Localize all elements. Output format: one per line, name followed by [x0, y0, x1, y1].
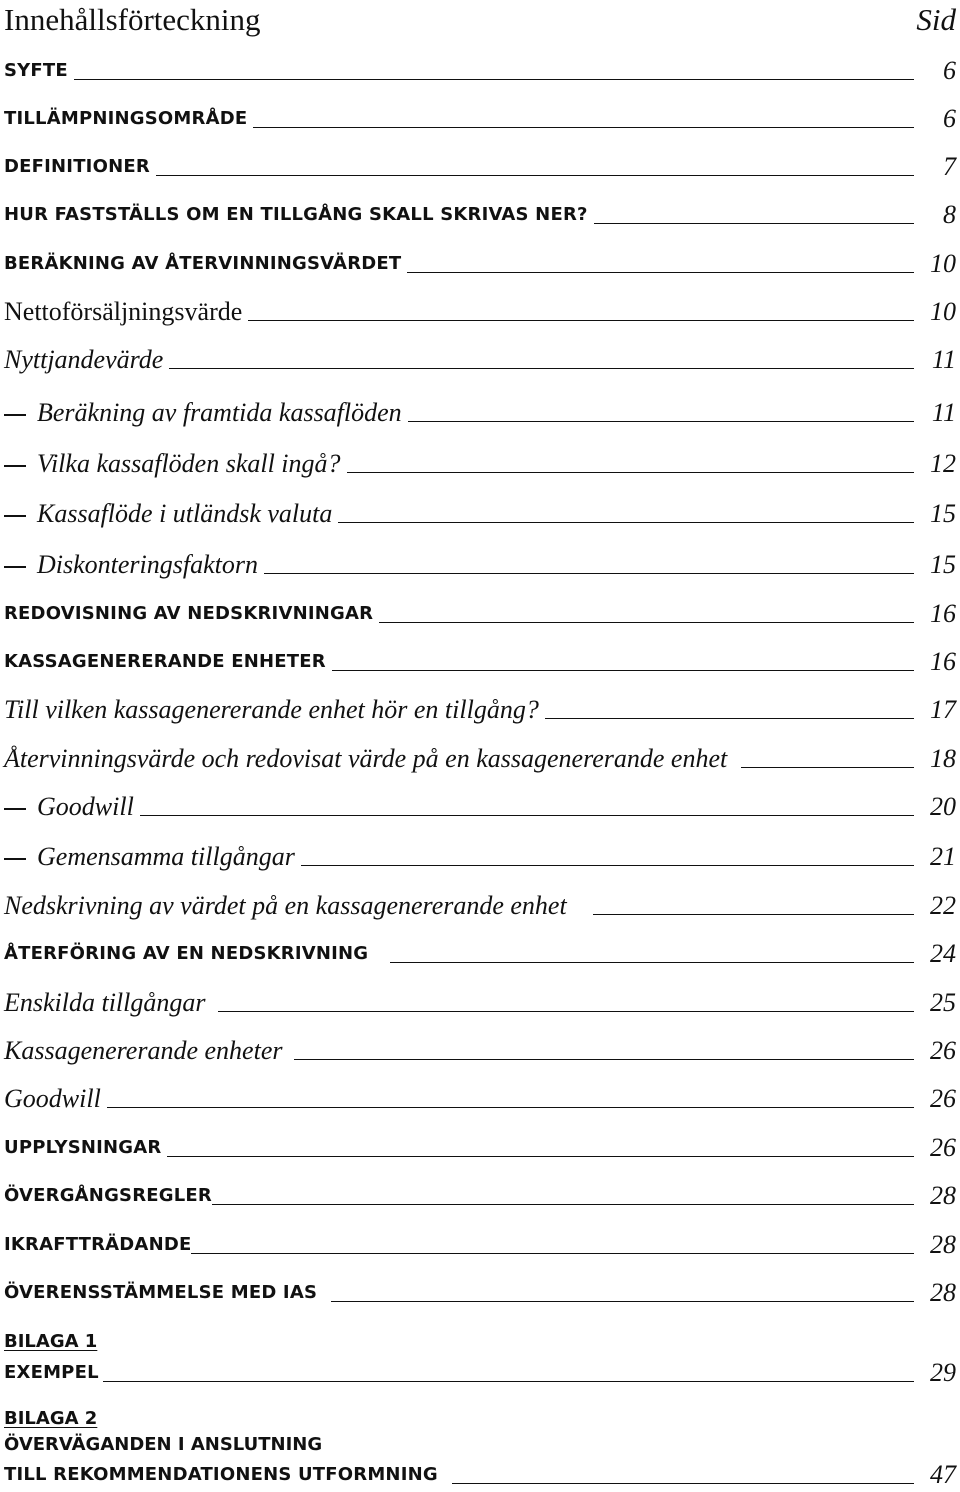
dash-bullet-icon: [4, 566, 26, 568]
leader-line: [191, 1253, 914, 1254]
leader-line: [741, 767, 914, 768]
toc-entry-label: Goodwill: [4, 1084, 101, 1113]
toc-entry-diskonteringsfaktorn[interactable]: [4, 548, 956, 582]
toc-entry-ikrafttradande[interactable]: [4, 1228, 956, 1262]
toc-entry-page: 24: [930, 939, 956, 968]
leader-line: [140, 815, 914, 816]
leader-line: [107, 1107, 914, 1108]
toc-entry-label: Nettoförsäljningsvärde: [4, 297, 243, 326]
toc-entry-page: 11: [931, 398, 956, 427]
toc-entry-label: Vilka kassaflöden skall ingå?: [37, 449, 341, 478]
toc-entry-label: DEFINITIONER: [4, 156, 150, 177]
toc-entry-label: Goodwill: [37, 792, 134, 821]
toc-entry-tillampningsomrade[interactable]: [4, 102, 956, 136]
toc-entry-page: 25: [930, 988, 956, 1017]
toc-entry-page: 16: [930, 599, 956, 628]
toc-entry-enskilda-tillgangar[interactable]: [4, 986, 956, 1020]
toc-entry-page: 7: [943, 152, 956, 181]
toc-entry-label: Enskilda tillgångar: [4, 988, 206, 1017]
toc-entry-label: SYFTE: [4, 60, 68, 81]
leader-line: [167, 1156, 914, 1157]
leader-line: [379, 622, 914, 623]
leader-line: [103, 1381, 914, 1382]
toc-entry-page: 6: [943, 56, 956, 85]
toc-entry-label: Beräkning av framtida kassaflöden: [37, 398, 402, 427]
leader-line: [248, 320, 914, 321]
toc-entry-page: 6: [943, 104, 956, 133]
toc-entry-kassaflode-utlandsk-valuta[interactable]: [4, 497, 956, 531]
toc-entry-kassagenererande-enheter-sub[interactable]: [4, 1034, 956, 1068]
toc-entry-label: UPPLYSNINGAR: [4, 1137, 162, 1158]
toc-entry-gemensamma-tillgangar[interactable]: [4, 840, 956, 874]
toc-entry-syfte[interactable]: [4, 54, 956, 88]
toc-entry-till-vilken-enhet[interactable]: [4, 693, 956, 727]
leader-line: [594, 223, 914, 224]
toc-entry-nyttjandevarde[interactable]: [4, 343, 956, 377]
toc-entry-berakning-atervinningsvardet[interactable]: [4, 247, 956, 281]
leader-line: [74, 79, 914, 80]
leader-line: [294, 1059, 914, 1060]
toc-entry-page: 47: [930, 1460, 956, 1489]
toc-entry-label: ÖVERENSSTÄMMELSE MED IAS: [4, 1282, 318, 1303]
toc-entry-label: ÖVERGÅNGSREGLER: [4, 1185, 212, 1206]
leader-line: [545, 718, 914, 719]
toc-entry-page: 22: [930, 891, 956, 920]
toc-entry-label: TILL REKOMMENDATIONENS UTFORMNING: [4, 1464, 438, 1485]
toc-entry-exempel[interactable]: [4, 1356, 956, 1390]
toc-entry-atervinningsvarde-redovisat-varde[interactable]: [4, 742, 956, 776]
toc-entry-nedskrivning-vardet[interactable]: [4, 889, 956, 923]
toc-entry-label: ÅTERFÖRING AV EN NEDSKRIVNING: [4, 943, 369, 964]
toc-entry-label: Diskonteringsfaktorn: [37, 550, 258, 579]
leader-line: [408, 421, 914, 422]
toc-entry-page: 11: [931, 345, 956, 374]
toc-entry-label: IKRAFTTRÄDANDE: [4, 1234, 192, 1255]
leader-line: [347, 472, 914, 473]
leader-line: [253, 127, 914, 128]
leader-line: [218, 1011, 915, 1012]
leader-line: [169, 368, 914, 369]
toc-entry-hur-faststalls[interactable]: [4, 198, 956, 232]
leader-line: [331, 1301, 914, 1302]
toc-entry-label: REDOVISNING AV NEDSKRIVNINGAR: [4, 603, 374, 624]
toc-entry-redovisning-nedskrivningar[interactable]: [4, 597, 956, 631]
toc-entry-page: 28: [930, 1230, 956, 1259]
toc-entry-page: 17: [930, 695, 956, 724]
bilaga-1-heading: BILAGA 1: [4, 1331, 98, 1352]
dash-bullet-icon: [4, 808, 26, 810]
toc-entry-page: 26: [930, 1084, 956, 1113]
toc-entry-page: 8: [943, 200, 956, 229]
toc-entry-page: 28: [930, 1278, 956, 1307]
dash-bullet-icon: [4, 465, 26, 467]
bilaga-2-line: ÖVERVÄGANDEN I ANSLUTNING: [4, 1434, 323, 1455]
toc-entry-page: 28: [930, 1181, 956, 1210]
leader-line: [332, 670, 914, 671]
toc-entry-page: 20: [930, 792, 956, 821]
toc-entry-goodwill-sub[interactable]: [4, 790, 956, 824]
toc-entry-overgangsregler[interactable]: [4, 1179, 956, 1213]
toc-entry-label: Kassaflöde i utländsk valuta: [37, 499, 333, 528]
toc-entry-definitioner[interactable]: [4, 150, 956, 184]
dash-bullet-icon: [4, 414, 26, 416]
toc-entry-page: 26: [930, 1133, 956, 1162]
toc-entry-page: 12: [930, 449, 956, 478]
toc-entry-label: KASSAGENERERANDE ENHETER: [4, 651, 326, 672]
toc-entry-page: 15: [930, 550, 956, 579]
toc-entry-label: Till vilken kassagenererande enhet hör en tillgång?: [4, 695, 539, 724]
leader-line: [156, 175, 914, 176]
leader-line: [264, 573, 914, 574]
leader-line: [301, 865, 914, 866]
toc-entry-page: 21: [930, 842, 956, 871]
leader-line: [407, 272, 914, 273]
leader-line: [593, 914, 914, 915]
leader-line: [452, 1483, 914, 1484]
toc-entry-goodwill[interactable]: [4, 1082, 956, 1116]
toc-entry-page: 18: [930, 744, 956, 773]
page-column-heading: Sid: [916, 2, 956, 37]
toc-entry-label: Återvinningsvärde och redovisat värde på en kassagenererande enhet: [4, 744, 728, 773]
toc-entry-page: 26: [930, 1036, 956, 1065]
toc-entry-label: EXEMPEL: [4, 1362, 99, 1383]
toc-entry-nettoforsaljningsvarde[interactable]: [4, 295, 956, 329]
toc-entry-label: TILLÄMPNINGSOMRÅDE: [4, 108, 248, 129]
toc-entry-page: 29: [930, 1358, 956, 1387]
toc-entry-kassagenererande-enheter[interactable]: [4, 645, 956, 679]
toc-entry-label: HUR FASTSTÄLLS OM EN TILLGÅNG SKALL SKRIVAS NER?: [4, 204, 588, 225]
toc-entry-rekommendationens-utformning[interactable]: [4, 1458, 956, 1492]
toc-entry-label: Nedskrivning av värdet på en kassagenererande enhet: [4, 891, 567, 920]
toc-entry-label: Nyttjandevärde: [4, 345, 164, 374]
toc-entry-upplysningar[interactable]: [4, 1131, 956, 1165]
toc-title: Innehållsförteckning: [4, 2, 261, 37]
dash-bullet-icon: [4, 515, 26, 517]
toc-entry-label: Gemensamma tillgångar: [37, 842, 295, 871]
toc-entry-vilka-kassafloden[interactable]: [4, 447, 956, 481]
toc-entry-page: 15: [930, 499, 956, 528]
toc-entry-label: Kassagenererande enheter: [4, 1036, 283, 1065]
toc-entry-overensstammelse-ias[interactable]: [4, 1276, 956, 1310]
toc-entry-page: 10: [930, 297, 956, 326]
toc-entry-berakning-framtida-kassafloden[interactable]: [4, 396, 956, 430]
toc-entry-label: BERÄKNING AV ÅTERVINNINGSVÄRDET: [4, 253, 402, 274]
toc-header: [4, 0, 956, 40]
dash-bullet-icon: [4, 858, 26, 860]
toc-entry-aterforing-nedskrivning[interactable]: [4, 937, 956, 971]
leader-line: [212, 1204, 914, 1205]
leader-line: [390, 962, 914, 963]
toc-entry-page: 16: [930, 647, 956, 676]
bilaga-2-heading: BILAGA 2: [4, 1408, 98, 1429]
leader-line: [338, 522, 914, 523]
toc-entry-page: 10: [930, 249, 956, 278]
